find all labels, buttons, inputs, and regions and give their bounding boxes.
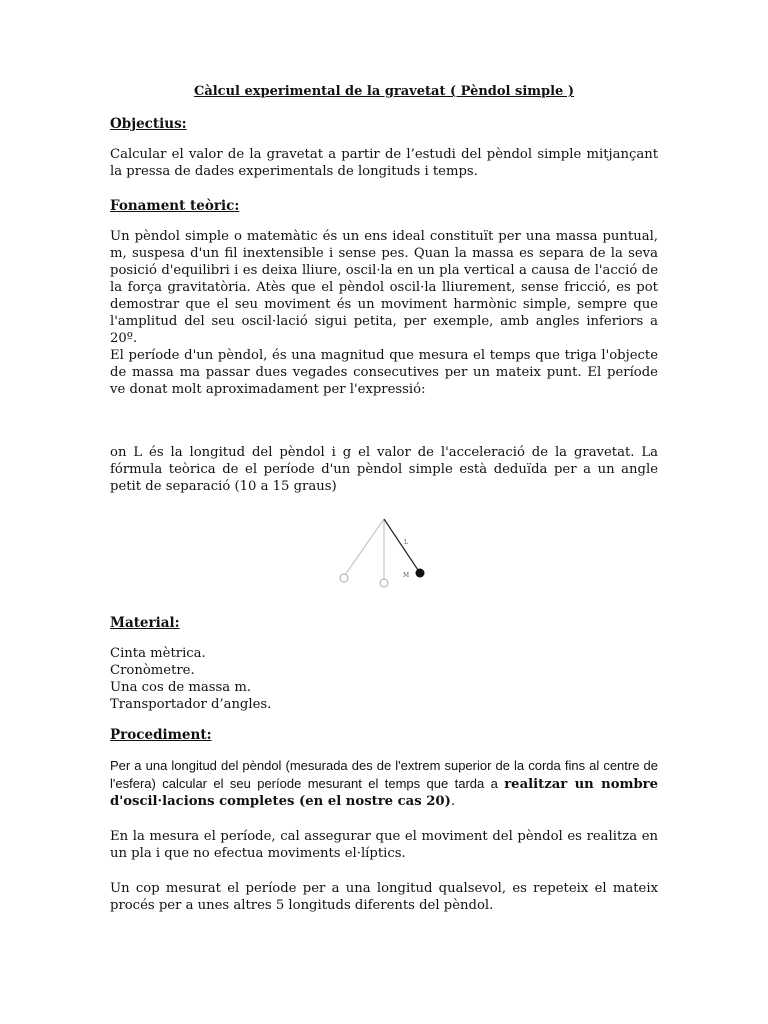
procediment-heading: Procediment: bbox=[110, 727, 212, 743]
length-label: L bbox=[404, 539, 408, 546]
document-title: Càlcul experimental de la gravetat ( Pèndol simple ) bbox=[193, 84, 575, 99]
objectius-text: Calcular el valor de la gravetat a partir de l’estudi del pèndol simple mitjançant la pressa de dades experimentals de longituds i temps. bbox=[110, 147, 658, 179]
procediment-paragraph-3: Un cop mesurat el període per a una longitud qualsevol, es repeteix el mateix procés per a unes altres 5 longituds diferents del pèndol. bbox=[110, 881, 658, 913]
material-item: Cronòmetre. bbox=[110, 663, 195, 678]
document-page bbox=[110, 84, 658, 914]
procediment-paragraph-2: En la mesura el període, cal assegurar que el moviment del pèndol es realitza en un pla i que no efectua moviments el·líptics. bbox=[110, 829, 658, 861]
formula-placeholder bbox=[110, 398, 658, 444]
material-item: Transportador d’angles. bbox=[110, 697, 272, 712]
pendulum-bob-left bbox=[340, 574, 348, 582]
procediment-text-end: . bbox=[450, 794, 456, 809]
pendulum-bob-rest bbox=[380, 579, 388, 587]
pendulum-figure bbox=[329, 513, 439, 599]
procediment-paragraph-1 bbox=[110, 757, 658, 810]
material-heading: Material: bbox=[110, 615, 180, 631]
objectius-heading: Objectius: bbox=[110, 116, 187, 132]
material-list bbox=[110, 645, 658, 713]
fonament-paragraph-3: on L és la longitud del pèndol i g el valor de l'acceleració de la gravetat. La fórmula teòrica de el període d'un pèndol simple està deduïda per a un angle petit de separació (10 a 15 graus) bbox=[110, 445, 658, 494]
fonament-paragraph-2: El període d'un pèndol, és una magnitud que mesura el temps que triga l'objecte de massa ma passar dues vegades consecutives per un mateix punt. El període ve donat molt aproximadament per l'expressió: bbox=[110, 348, 658, 397]
material-item: Una cos de massa m. bbox=[110, 680, 252, 695]
mass-label: M bbox=[403, 572, 410, 579]
pendulum-bob-displaced bbox=[416, 569, 425, 578]
procediment-text-part-1: Per a una longitud del pèndol (mesurada des de l'extrem superior de la corda fins al centre de l'esfera) calcular el seu període mesurant el temps que tarda a bbox=[110, 758, 658, 791]
fonament-heading: Fonament teòric: bbox=[110, 198, 240, 214]
material-item: Cinta mètrica. bbox=[110, 646, 206, 661]
procediment-text-bold: realitzar un nombre d'oscil·lacions completes (en el nostre cas 20) bbox=[110, 777, 658, 809]
pendulum-string-displaced bbox=[384, 519, 418, 570]
fonament-paragraph-1: Un pèndol simple o matemàtic és un ens ideal constituït per una massa puntual, m, suspesa d'un fil inextensible i sense pes. Quan la massa es separa de la seva posició d'equilibri i es deixa lliure, oscil·la en un pla vertical a causa de l'acció de la força gravitatòria. Atès que el pèndol oscil·la lliurement, sense fricció, es pot demostrar que el seu moviment és un moviment harmònic simple, sempre que l'amplitud del seu oscil·lació sigui petita, per exemple, amb angles inferiors a 20º. bbox=[110, 229, 658, 346]
pendulum-string-left bbox=[345, 519, 384, 575]
